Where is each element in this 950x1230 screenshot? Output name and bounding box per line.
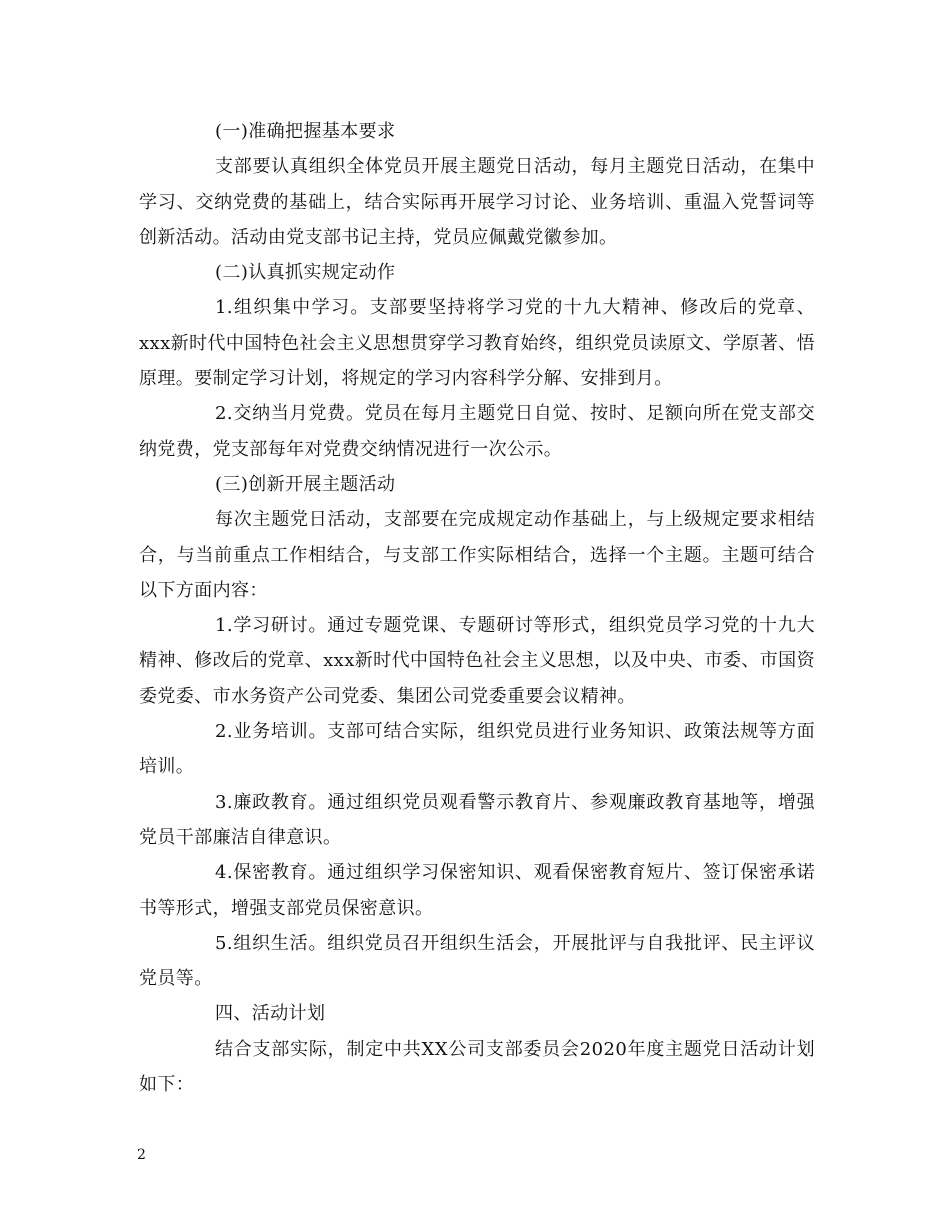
- paragraph-activity-plan: 结合支部实际，制定中共XX公司支部委员会2020年度主题党日活动计划如下：: [139, 1038, 815, 1096]
- document-body: [139, 114, 815, 1102]
- page-number: 2: [137, 1147, 146, 1163]
- paragraph-confidentiality-education: 4.保密教育。通过组织学习保密知识、观看保密教育短片、签订保密承诺书等形式，增强支部党员保密意识。: [139, 862, 815, 919]
- paragraph-basic-requirements: 支部要认真组织全体党员开展主题党日活动，每月主题党日活动，在集中学习、交纳党费的基础上，结合实际再开展学习讨论、业务培训、重温入党誓词等创新活动。活动由党支部书记主持，党员应佩戴党徽参加。: [139, 156, 815, 248]
- paragraph-business-training: 2.业务培训。支部可结合实际，组织党员进行业务知识、政策法规等方面培训。: [139, 721, 815, 778]
- paragraph-study-seminar: 1.学习研讨。通过专题党课、专题研讨等形式，组织党员学习党的十九大精神、修改后的党章、xxx新时代中国特色社会主义思想，以及中央、市委、市国资委党委、市水务资产公司党委、集团公司党委重要会议精神。: [139, 615, 815, 707]
- section-heading-basic-requirements: (一)准确把握基本要求: [215, 121, 396, 142]
- paragraph-integrity-education: 3.廉政教育。通过组织党员观看警示教育片、参观廉政教育基地等，增强党员干部廉洁自律意识。: [139, 791, 815, 848]
- section-heading-required-actions: (二)认真抓实规定动作: [215, 262, 396, 284]
- paragraph-centralized-study: 1.组织集中学习。支部要坚持将学习党的十九大精神、修改后的党章、xxx新时代中国特色社会主义思想贯穿学习教育始终，组织党员读原文、学原著、悟原理。要制定学习计划，将规定的学习内容科学分解、安排到月。: [139, 297, 815, 390]
- paragraph-organizational-life: 5.组织生活。组织党员召开组织生活会，开展批评与自我批评、民主评议党员等。: [139, 932, 815, 990]
- paragraph-theme-activities: 每次主题党日活动，支部要在完成规定动作基础上，与上级规定要求相结合，与当前重点工作相结合，与支部工作实际相结合，选择一个主题。主题可结合以下方面内容：: [139, 509, 815, 601]
- paragraph-party-dues: 2.交纳当月党费。党员在每月主题党日自觉、按时、足额向所在党支部交纳党费，党支部每年对党费交纳情况进行一次公示。: [139, 403, 815, 460]
- section-heading-theme-activities: (三)创新开展主题活动: [215, 473, 396, 495]
- section-heading-activity-plan: 四、活动计划: [215, 1003, 326, 1025]
